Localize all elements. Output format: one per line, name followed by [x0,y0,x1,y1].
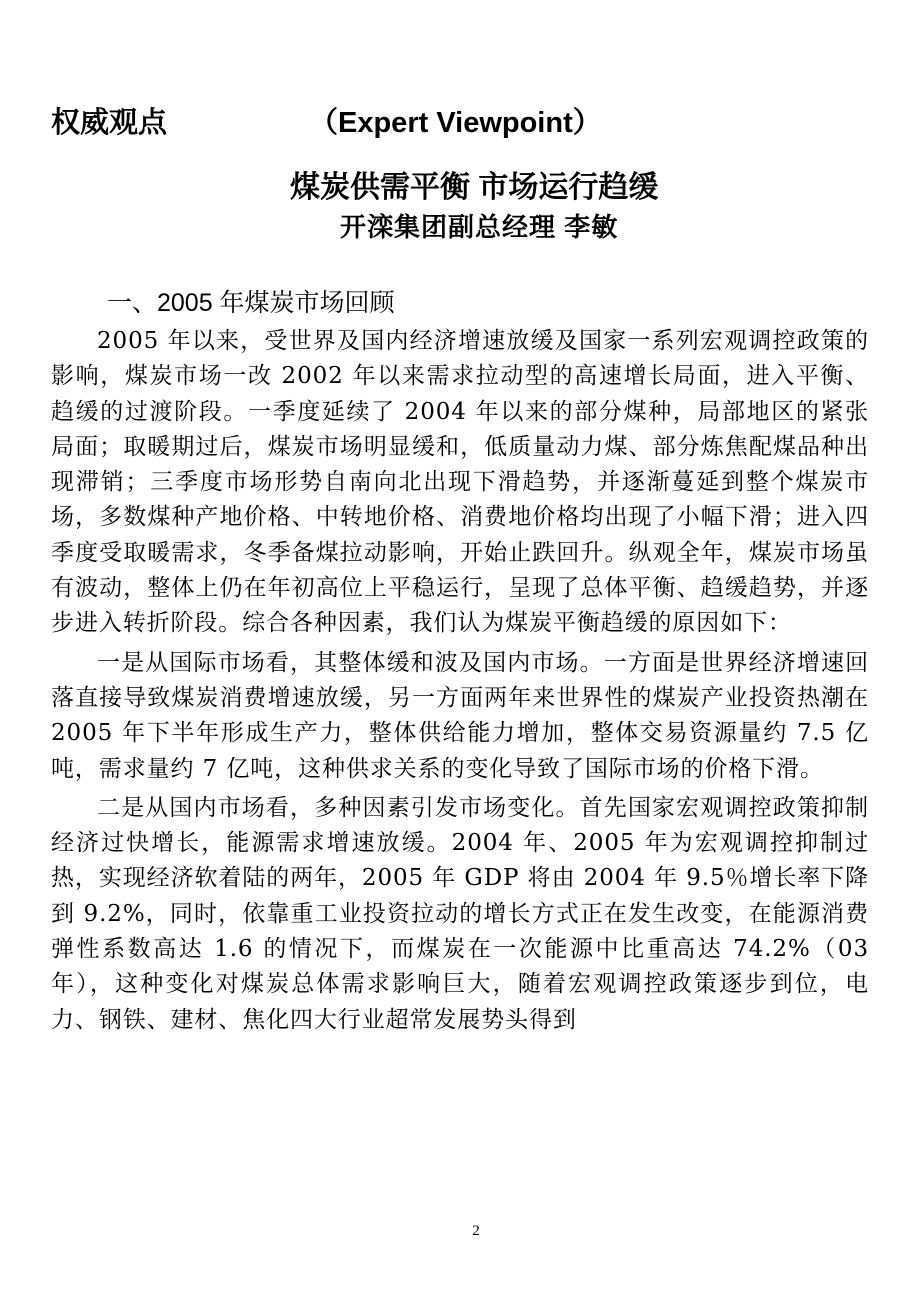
paragraph-intro [51,324,869,642]
section-label-english: （Expert Viewpoint） [309,107,602,139]
paragraph-text: 一方面是世界经济增速回落直接导致煤炭消费增速放缓，另一方面两年来世界性的煤炭产业投资热潮在 2005 年下半年形成生产力，整体供给能力增加，整体交易资源量约 7.5 亿吨，需求量约 7 亿吨，这种供求关系的变化导致了国际市场的价格下滑。 [51,649,869,782]
article-body [51,324,869,1038]
section-label: 权威观点 [51,107,168,139]
article-author: 开滦集团副总经理 李敏 [340,212,619,242]
section-header [51,104,602,142]
page-number: 2 [472,1223,480,1239]
paragraph-text: 2005 年以来，受世界及国内经济增速放缓及国家一系列宏观调控政策的影响，煤炭市场一改 2002 年以来需求拉动型的高速增长局面，进入平衡、趋缓的过渡阶段。一季度延续了 2004 年以来的部分煤种，局部地区的紧张局面；取暖期过后，煤炭市场明显缓和，低质量动力煤、部分炼焦配煤品种出现滞销；三季度市场形势自南向北出现下滑趋势，并逐渐蔓延到整个煤炭市场，多数煤种产地价格、中转地价格、消费地价格均出现了小幅下滑；进入四季度受取暖需求，冬季备煤拉动影响，开始止跌回升。纵观全年，煤炭市场虽有波动，整体上仍在年初高位上平稳运行，呈现了总体平衡、趋缓趋势，并逐步进入转折阶段。综合各种因素，我们认为煤炭平衡趋缓的原因如下： [51,328,869,637]
paragraph-lead: 二是从国内市场看，多种因素引发市场变化。 [97,794,580,821]
article-title: 煤炭供需平衡 市场运行趋缓 [290,171,659,204]
paragraph-lead: 一是从国际市场看，其整体缓和波及国内市场。 [97,649,604,676]
paragraph-domestic [51,791,869,1038]
paragraph-text: 首先国家宏观调控政策抑制经济过快增长，能源需求增速放缓。2004 年、2005 年为宏观调控抑制过热，实现经济软着陆的两年，2005 年 GDP 将由 2004 年 9.5％增长率下降到 9.2%，同时，依靠重工业投资拉动的增长方式正在发生改变，在能源消费弹性系数高达 1.6 的情况下，而煤炭在一次能源中比重高达 74.2%（03 年），这种变化对煤炭总体需求影响巨大，随着宏观调控政策逐步到位，电力、钢铁、建材、焦化四大行业超常发展势头得到 [51,794,869,1033]
paragraph-international [51,646,869,787]
section-heading: 一、2005 年煤炭市场回顾 [107,289,395,317]
